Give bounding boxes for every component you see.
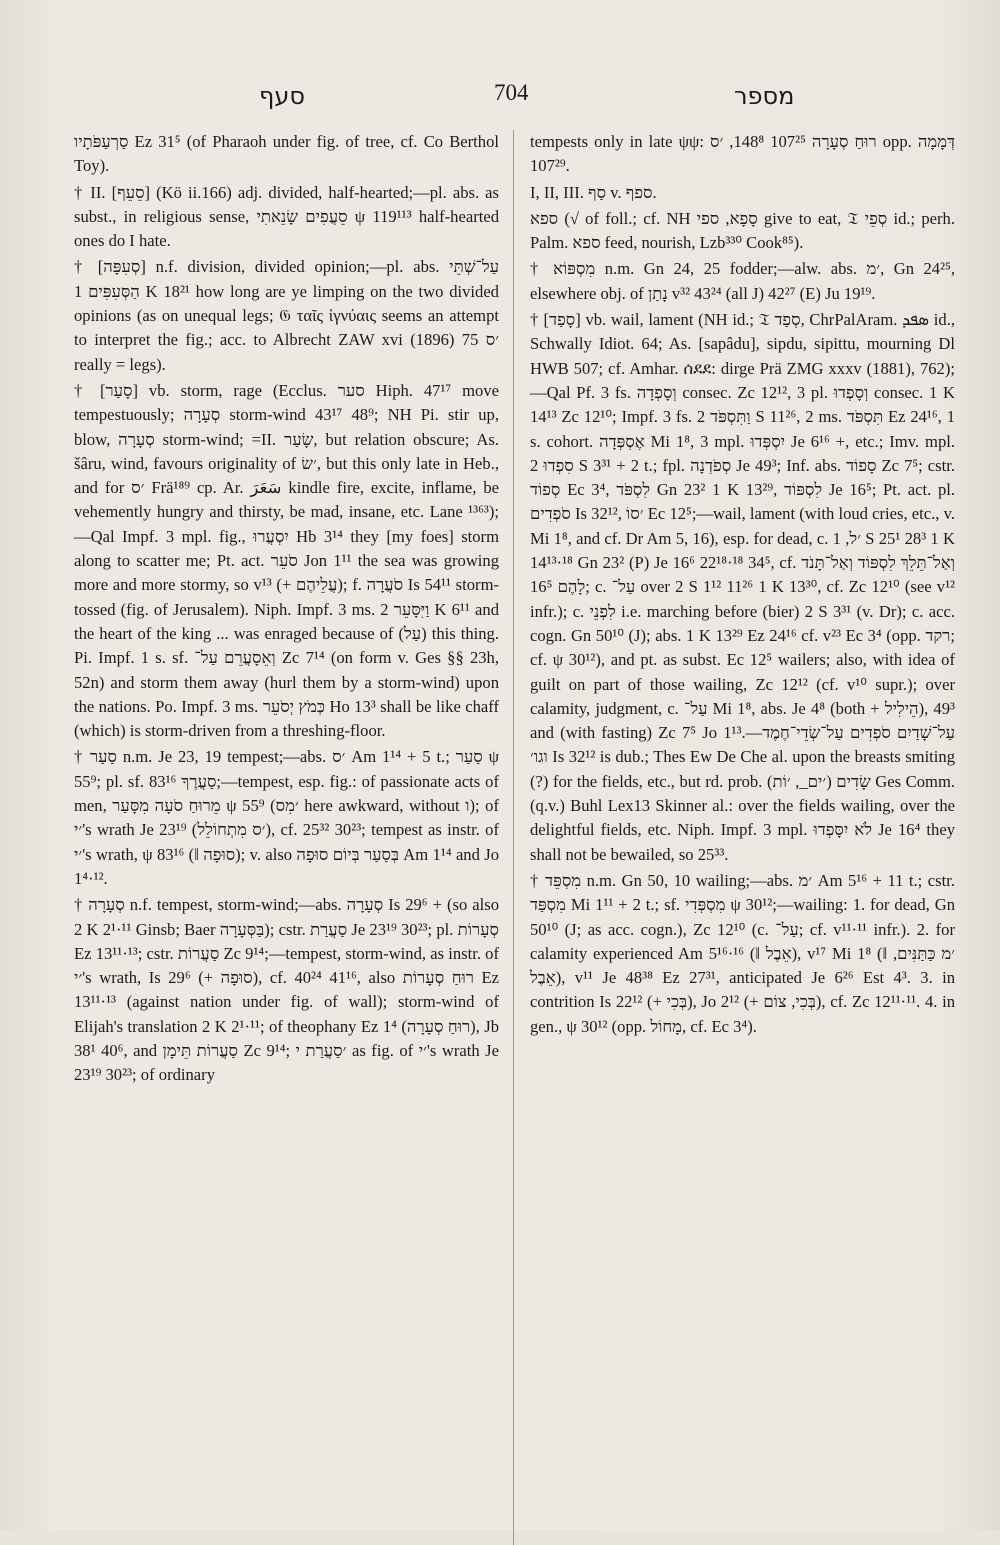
entry-paragraph: I, II, III. סַף v. ספף. [530, 182, 657, 202]
two-column-body [74, 130, 960, 1545]
entry-paragraph: † סְעָרָה n.f. tempest, storm-wind;—abs. סְעָרָה Is 29⁶ + (so also 2 K 2¹·¹¹ Ginsb; Baer בַּסְּעָרָה); cstr. סַעֲרַת Je 23¹⁹ 30²³; pl. סְעָרוֹת Ez 13¹¹·¹³; cstr. סַעֲרוֹת Zc 9¹⁴;—tempest, storm-wind, as instr. of ׳י's wrath, Is 29⁶ (+ סוּפָה), cf. 40²⁴ 41¹⁶, also רוּחַ סְעָרוֹת Ez 13¹¹·¹³ (against nation under fig. of wall); storm-wind of Elijah's translation 2 K 2¹·¹¹; of theophany Ez 1⁴ (רוּחַ סְעָרָה), Jb 38¹ 40⁶, and סַעֲרוֹת תֵּימָן Zc 9¹⁴; ׳סַעֲרַת י as fig. of ׳י's wrath Je 23¹⁹ 30²³; of ordinary [74, 895, 499, 1085]
page-number: 704 [494, 80, 529, 105]
entry-paragraph: † [סָעַר] vb. storm, rage (Ecclus. סער Hiph. 47¹⁷ move tempestuously; סְעָרָה storm-wind 43¹⁷ 48⁹; NH Pi. stir up, blow, סְעָרָה storm-wind; =II. שָׂעַר, but relation obscure; As. šâru, wind, favours originality of ׳שׂ, but this only late in Heb., and for ׳ס Frä¹⁸⁹ cp. Ar. سَعَرَ kindle fire, excite, inflame, be vehemently hungry and thirsty, be mad, insane, etc. Lane ¹³⁶³);—Qal Impf. 3 mpl. fig., יִסְעֲרוּ Hb 3¹⁴ they [my foes] storm along to scatter me; Pt. act. סֹעֵר Jon 1¹¹ the sea was growing more and more stormy, so v¹³ (+ עֲלֵיהֶם); f. סֹעֲרָה Is 54¹¹ storm-tossed (fig. of Jerusalem). Niph. Impf. 3 ms. וַיִּסָּעֵר 2 K 6¹¹ and the heart of the king ... was enraged because of (עַל) this thing. Pi. Impf. 1 s. sf. וְאֵסָעֲרֵם עַל־ Zc 7¹⁴ (on form v. Ges §§ 23h, 52n) and storm them away (hurl them by a storm-wind) upon the nations. Po. Impf. 3 ms. כְּמֹץ יְסֹעֵר Ho 13³ shall be like chaff (which) is storm-driven from a threshing-floor. [74, 380, 500, 741]
entry-paragraph: tempests only in late ψψ: רוּחַ סְעָרָה 107²⁵ 148⁸, ׳ס opp. דְּמָמָה 107²⁹. [530, 132, 956, 176]
entry-paragraph: † סַעַר n.m. Je 23, 19 tempest;—abs. ׳ס Am 1¹⁴ + 5 t.; סַעַר ψ 55⁹; pl. sf. סַעֲרֶךָ 83¹⁶;—tempest, esp. fig.: of passionate acts of men, מֵרוּחַ סֹעָה מִסָּעַר ψ 55⁹ (׳מִס here awkward, without ו); of ׳י's wrath Je 23¹⁹ (׳ס מִתְחוֹלֵל), cf. 25³² 30²³; tempest as instr. of ׳י's wrath, ψ 83¹⁶ (‖ סוּפָה); v. also בְּסַעַר בְּיוֹם סוּפָה Am 1¹⁴ and Jo 1⁴·¹². [74, 747, 500, 888]
entry-paragraph: † II. [סֵעֵף] (Kö ii.166) adj. divided, half-hearted;—pl. abs. as subst., in religious sense, סֵעֲפִים שָׂנֵאתִי ψ 119¹¹³ half-hearted ones do I hate. [74, 182, 500, 251]
entry-paragraph: † [סְעִפָּה] n.f. division, divided opinion;—pl. abs. עַל־שְׁתֵּי הַסְּעִפִּים 1 K 18²¹ how long are ye limping on the two divided opinions (as on unequal legs; 𝔊 ταῖς ἰγνύαις seems an attempt to interpret the fig.; acc. to Albrecht ZAW xvi (1896) 75 ׳ס really = legs). [74, 257, 499, 374]
left-column [74, 130, 499, 1545]
header-right-word: מספר [734, 82, 795, 110]
entry-paragraph: † מִסְפּוֹא n.m. Gn 24, 25 fodder;—alw. abs. ׳מ, Gn 24²⁵, elsewhere obj. of נָתַן v³² 43²⁴ (all J) 42²⁷ (E) Ju 19¹⁹. [530, 259, 956, 303]
running-header [74, 74, 960, 118]
entry-paragraph: סַרְעַפֹּתָיו Ez 31⁵ (of Pharaoh under fig. of tree, cf. Co Berthol Toy). [74, 132, 499, 176]
entry-paragraph: † מִסְפֵּד n.m. Gn 50, 10 wailing;—abs. ׳מ Am 5¹⁶ + 11 t.; cstr. מִסְפַּד Mi 1¹¹ + 2 t.; sf. מִסְפְּדִי ψ 30¹²;—wailing: 1. for dead, Gn 50¹⁰ (J; as acc. cogn.), Zc 12¹⁰ (c. עַל־; cf. v¹¹·¹¹ infr.). 2. for calamity experienced Am 5¹⁶·¹⁶ (‖ אֵבֶל), v¹⁷ Mi 1⁸ (׳מ כַּתַּנִּים, ‖ אֵבֶל), v¹¹ Je 48³⁸ Ez 27³¹, anticipated Je 6²⁶ Est 4³. 3. in contrition Is 22¹² (+ בְּכִי), Jo 2¹² (+ בְּכִי, צוֹם), cf. Zc 12¹¹·¹¹. 4. in gen., ψ 30¹² (opp. מָחוֹל, cf. Ec 3⁴). [530, 870, 955, 1036]
entry-paragraph: ספא (√ of foll.; cf. NH סָפָא, ספי give to eat, 𝔗 סְפֵי id.; perh. Palm. ספא feed, nourish, Lzb³³⁰ Cook⁸⁵). [530, 208, 955, 253]
entry-paragraph: † [סָפַד] vb. wail, lament (NH id.; 𝔗 סְפַד, ChrPalAram. ܣܦܕ id., Schwally Idiot. 64; As. [sapâdu], sipdu, sipittu, mourning Dl HWB 507; cf. Amhar. ሰደደ: dirge Prä ZMG xxxv (1881), 762);—Qal Pf. 3 fs. וְסָפְדָה consec. Zc 12¹², 3 pl. וְסָפְדוּ consec. 1 K 14¹³ Zc 12¹⁰; Impf. 3 fs. וַתִּסְפֹּד 2 S 11²⁶, 2 ms. תִּסְפֹּד Ez 24¹⁶, 1 s. cohort. אֶסְפְּדָה Mi 1⁸, 3 mpl. יִסְפְּדוּ Je 6¹⁶ +, etc.; Imv. mpl. סִפְדוּ 2 S 3³¹ + 2 t.; fpl. סְפֹדְנָה Je 49³; Inf. abs. סָפוֹד Zc 7⁵; cstr. סְפוֹד Ec 3⁴, לִסְפֹּד Gn 23² 1 K 13²⁹, לִסְפּוֹד Je 16⁵; Pt. act. pl. סֹפְדִים Is 32¹², ׳סוֹ Ec 12⁵;—wail, lament (with loud cries, etc., v. Mi 1⁸, and cf. Dr Am 5, 16), esp. for dead, c. ׳ל, 1 S 25¹ 28³ 1 K 14¹³·¹⁸ Gn 23² (P) Je 16⁶ 22¹⁸·¹⁸ 34⁵, cf. וְאַל־תֵּלֵךְ לִסְפּוֹד וְאַל־תָּנֹד לָהֶם 16⁵; c. עַל־ over 2 S 1¹² 11²⁶ 1 K 13³⁰, cf. Zc 12¹⁰ (see v¹² infr.); c. לִפְנֵי i.e. marching before (bier) 2 S 3³¹ (v. Dr); c. acc. cogn. Gn 50¹⁰ (J); abs. 1 K 13²⁹ Ez 24¹⁶ cf. v²³ Ec 3⁴ (opp. רקד; cf. ψ 30¹²), and pt. as subst. Ec 12⁵ wailers; also, with idea of guilt on part of those wailing, Zc 12¹² (cf. v¹⁰ supr.); over calamity, judgment, c. עַל־ Mi 1⁸, abs. Je 4⁸ (both + הֵילִיל), 49³ and (with fasting) Zc 7⁵ Jo 1¹³.—עַל־שָׁדַיִם סֹפְדִים עַל־שְׂדֵי־חֶמֶד וגו׳ Is 32¹² is dub.; Thes Ew De Che al. upon the breasts smiting (?) for the fields, etc., but rd. prob. שָׂדִים (׳ים_, ׳וֹת) Ges Comm. (q.v.) Buhl Lex13 Skinner al.: over the fields wailing, over the delightful fields, etc. Niph. Impf. 3 mpl. לֹא יִסָּפְדוּ Je 16⁴ they shall not be bewailed, so 25³³. [530, 310, 956, 864]
column-divider [513, 130, 514, 1545]
right-column [530, 130, 955, 1545]
header-left-word: סעף [259, 82, 305, 110]
